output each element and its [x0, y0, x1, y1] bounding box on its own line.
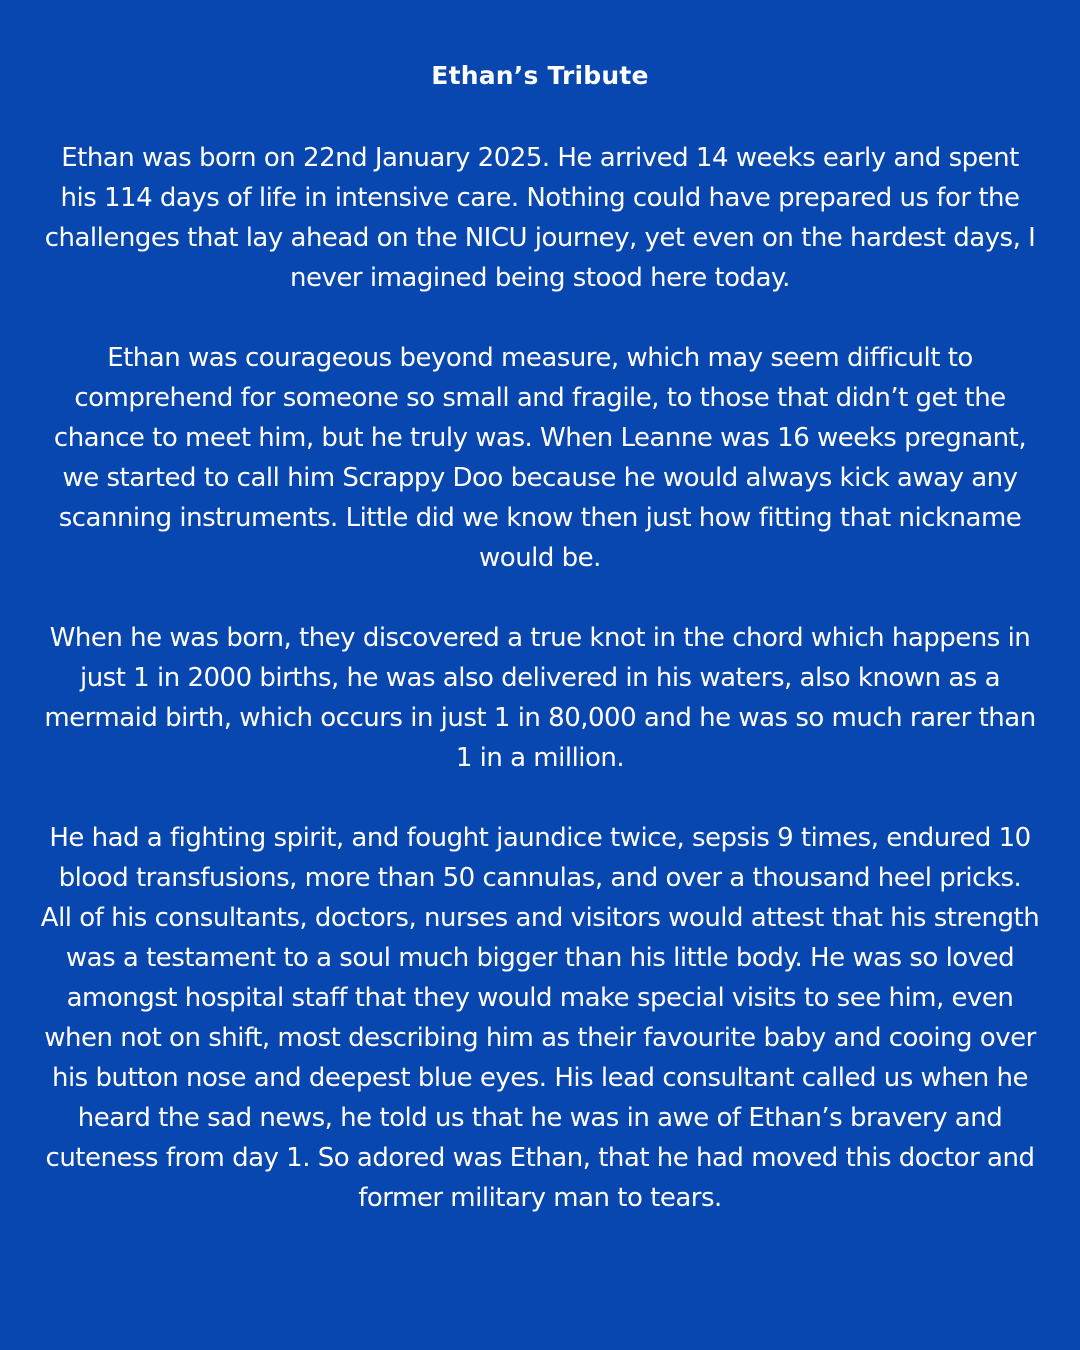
paragraph-rarity: When he was born, they discovered a true knot in the chord which happens in just 1 in 2000 births, he was also delivered in his waters, also known as a mermaid birth, which occurs in just 1 in 80,000 and he was so much rarer than 1 in a million. [44, 623, 1036, 773]
tribute-body [40, 138, 1040, 1218]
tribute-title: Ethan’s Tribute [431, 61, 649, 90]
paragraph-courage: Ethan was courageous beyond measure, which may seem difficult to comprehend for someone so small and fragile, to those that didn’t get the chance to meet him, but he truly was. When Leanne was 16 weeks pregnant, we started to call him Scrappy Doo because he would always kick away any scanning instruments. Little did we know then just how fitting that nickname would be. [53, 343, 1027, 573]
paragraph-fighting-spirit: He had a fighting spirit, and fought jaundice twice, sepsis 9 times, endured 10 blood transfusions, more than 50 cannulas, and over a thousand heel pricks. All of his consultants, doctors, nurses and visitors would attest that his strength was a testament to a soul much bigger than his little body. He was so loved amongst hospital staff that they would make special visits to see him, even when not on shift, most describing him as their favourite baby and cooing over his button nose and deepest blue eyes. His lead consultant called us when he heard the sad news, he told us that he was in awe of Ethan’s bravery and cuteness from day 1. So adored was Ethan, that he had moved this doctor and former military man to tears. [40, 823, 1040, 1213]
paragraph-birth: Ethan was born on 22nd January 2025. He arrived 14 weeks early and spent his 114 days of life in intensive care. Nothing could have prepared us for the challenges that lay ahead on the NICU journey, yet even on the hardest days, I never imagined being stood here today. [44, 143, 1036, 293]
